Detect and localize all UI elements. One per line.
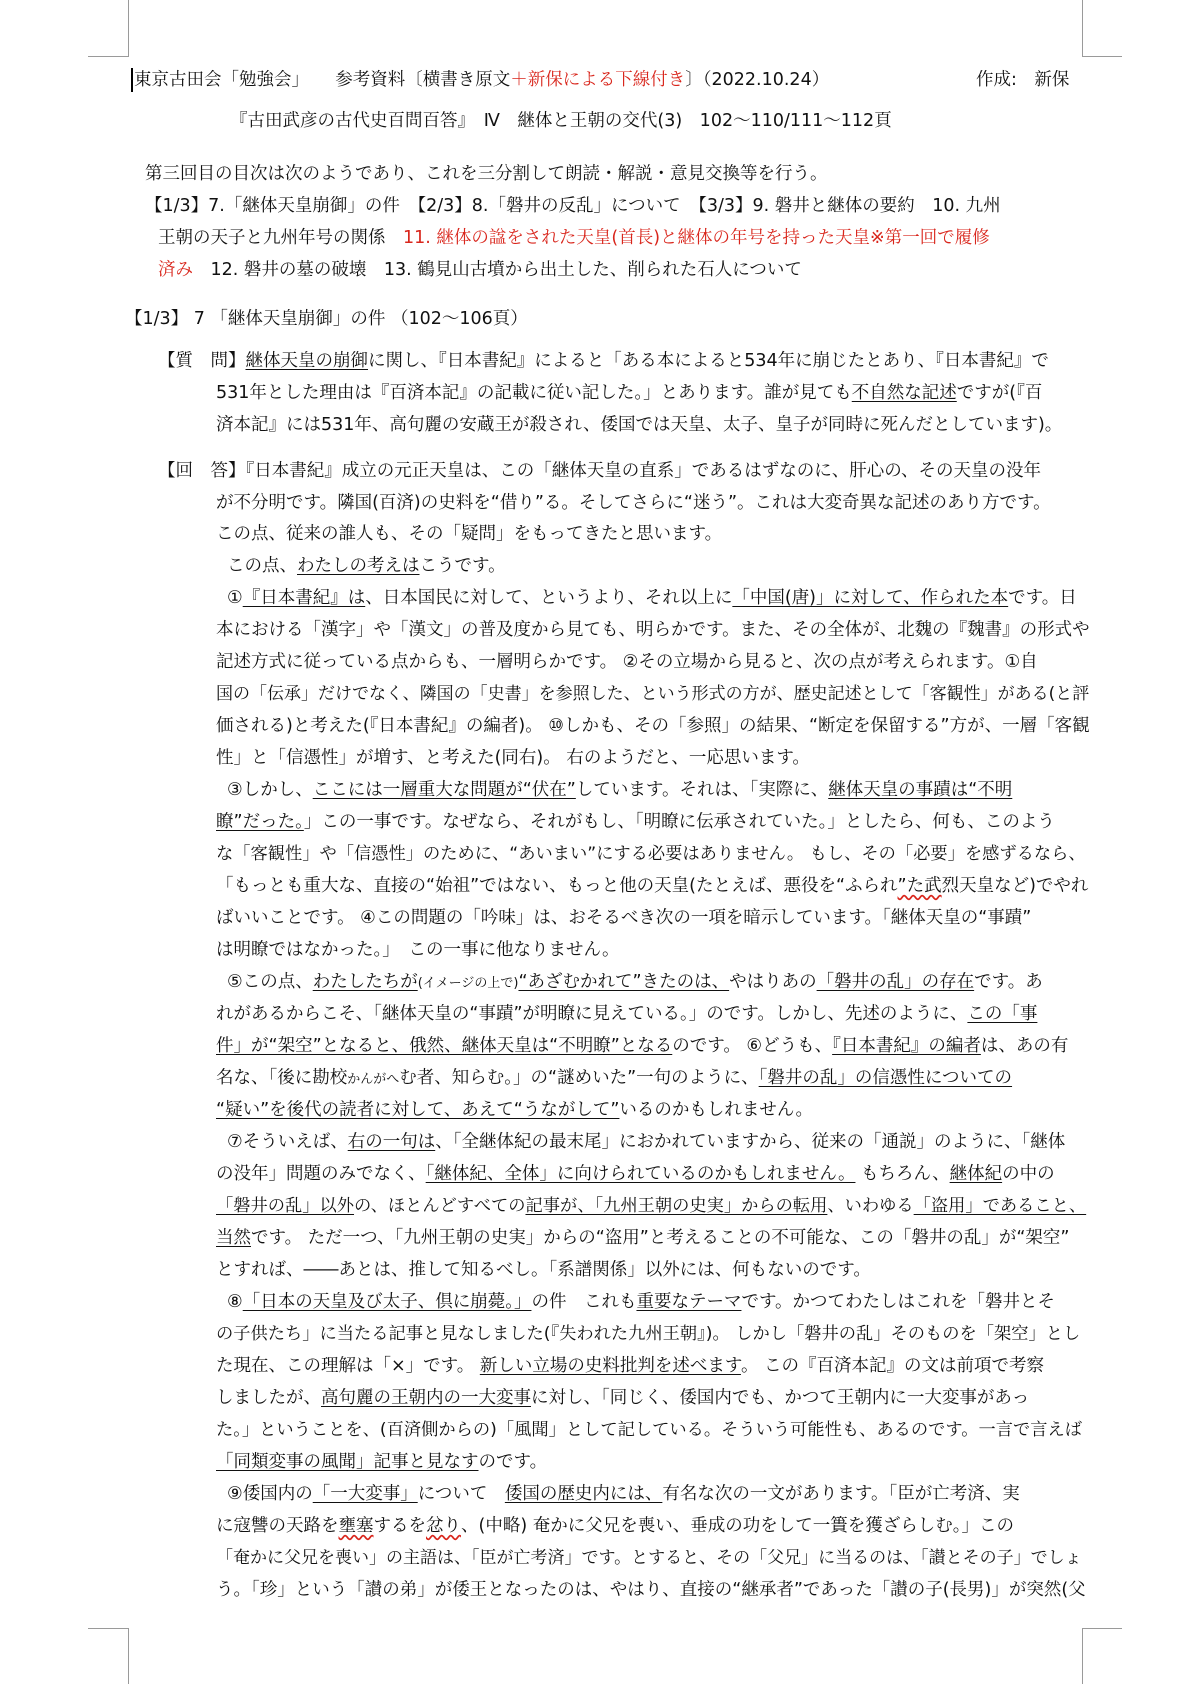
page-title: 『古田武彦の古代史百問百答』 Ⅳ 継体と王朝の交代(3) 102～110/111～112頁 — [230, 111, 892, 131]
answer-p1: ①『日本書紀』は、日本国民に対して、というより、それ以上に「中国(唐)」に対して、作られた本です。日 — [227, 588, 1077, 608]
answer-p4: 国の「伝承」だけでなく、隣国の「史書」を参照した、という形式の方が、歴史記述として「客観性」がある(と評 — [216, 684, 1090, 704]
answer-p17: “疑い”を後代の読者に対して、あえて“うながして”いるのかもしれません。 — [216, 1100, 813, 1120]
answer-p22: とすれば、――あとは、推して知るべし。「系譜関係」以外には、何もないのです。 — [216, 1260, 871, 1280]
answer-p18: ⑦そういえば、右の一句は、「全継体紀の最末尾」におかれていますから、従来の「通説」のように、「継体 — [227, 1132, 1066, 1152]
answer-p15: 件」が“架空”となると、俄然、継体天皇は“不明瞭”となるのです。 ⑥どうも、『日本書紀』の編者は、あの有 — [216, 1036, 1069, 1056]
header-ref-suffix: 〕（2022.10.24） — [685, 70, 830, 90]
answer-p21: 当然です。 ただ一つ、「九州王朝の史実」からの“盗用”と考えることの不可能な、この「磐井の乱」が“架空” — [216, 1228, 1070, 1248]
header-ref-red: ＋新保による下線付き — [510, 70, 686, 90]
question-line-2: 531年とした理由は『百済本記』の記載に従い記した。」とあります。誰が見ても不自然な記述ですが(『百 — [216, 383, 1043, 403]
question-line-1: 【質 問】継体天皇の崩御に関し、『日本書紀』によると「ある本によると534年に崩じたとあり、『日本書紀』で — [158, 351, 1049, 371]
answer-p14: れがあるからこそ、「継体天皇の“事蹟”が明瞭に見えている。」のです。しかし、先述のように、この「事 — [216, 1004, 1038, 1024]
intro-line-3: 王朝の天子と九州年号の関係 11. 継体の諡をされた天皇(首長)と継体の年号を持った天皇※第一回で履修 — [158, 228, 990, 248]
answer-p19: の没年」問題のみでなく、「継体紀、全体」に向けられているのかもしれません。 もちろん、継体紀の中の — [216, 1164, 1055, 1184]
answer-p3: 記述方式に従っている点からも、一層明らかです。 ②その立場から見ると、次の点が考えられます。①自 — [216, 652, 1038, 672]
answer-p5: 価される)と考えた(『日本書紀』の編者)。 ⑩しかも、その「参照」の結果、“断定を保留する”方が、一層「客観 — [216, 716, 1090, 736]
answer-p20: 「磐井の乱」以外の、ほとんどすべての記事が、「九州王朝の史実」からの転用、いわゆる「盗用」であること、 — [216, 1196, 1087, 1216]
answer-line-2: が不分明です。隣国(百済)の史料を“借り”る。そしてさらに“迷う”。これは大変奇異な記述のあり方です。 — [216, 493, 1051, 513]
answer-p16: 名な、「後に勘校かんがへむ者、知らむ。」の“謎めいた”一句のように、「磐井の乱」の信憑性についての — [216, 1068, 1013, 1088]
question-label: 【質 問】 — [158, 351, 246, 371]
answer-p6: 性」と「信憑性」が増す、と考えた(同右)。 右のようだと、一応思います。 — [216, 748, 810, 768]
answer-line-3: この点、従来の誰人も、その「疑問」をもってきたと思います。 — [216, 524, 723, 544]
answer-p27: た。」ということを、(百済側からの)「風聞」として記している。そういう可能性も、あるのです。一言で言えば — [216, 1420, 1082, 1440]
header-line — [134, 65, 829, 95]
answer-p32: う。「珍」という「讃の弟」が倭王となったのは、やはり、直接の“継承者”であった「讃の子(長男)」が突然(父 — [216, 1580, 1086, 1600]
answer-p10: 「もっとも重大な、直接の“始祖”ではない、もっと他の天皇(たとえば、悪役を“ふられ”た武烈天皇など)でやれ — [216, 876, 1089, 896]
answer-p2: 本における「漢字」や「漢文」の普及度から見ても、明らかです。また、その全体が、北魏の『魏書』の形式や — [216, 620, 1090, 640]
answer-p25: た現在、この理解は「×」です。 新しい立場の史料批判を述べます。 この『百済本記』の文は前項で考察 — [216, 1356, 1044, 1376]
header-org: 東京古田会「勉強会」 — [134, 70, 301, 90]
intro-red-item: 11. 継体の諡をされた天皇(首長)と継体の年号を持った天皇※第一回で履修 — [403, 228, 990, 248]
answer-p24: の子供たち」に当たる記事と見なしました(『失われた九州王朝』)。 しかし「磐井の乱」そのものを「架空」とし — [216, 1324, 1081, 1344]
answer-p29: ⑨倭国内の「一大変事」について 倭国の歴史内には、有名な次の一文があります。「臣が亡考済、実 — [227, 1484, 1020, 1504]
answer-p28: 「同類変事の風聞」記事と見なすのです。 — [216, 1452, 548, 1472]
answer-p8: 瞭”だった。」この一事です。なぜなら、それがもし、「明瞭に伝承されていた。」としたら、何も、このよう — [216, 812, 1055, 832]
answer-p9: な「客観性」や「信憑性」のために、“あいまい”にする必要はありません。 もし、その「必要」を感ずるなら、 — [216, 844, 1086, 864]
header-author: 作成: 新保 — [976, 70, 1070, 90]
answer-p13: ⑤この点、わたしたちが(イメージの上で)“あざむかれて”きたのは、やはりあの「磐井の乱」の存在です。あ — [227, 972, 1043, 992]
answer-p7: ③しかし、ここには一層重大な問題が“伏在”しています。それは、「実際に、継体天皇の事蹟は“不明 — [227, 780, 1013, 800]
answer-p11: ばいいことです。 ④この問題の「吟味」は、おそるべき次の一項を暗示しています。「継体天皇の“事蹟” — [216, 908, 1032, 928]
answer-p0: この点、わたしの考えはこうです。 — [227, 556, 506, 576]
header-ref-prefix: 参考資料〔横書き原文 — [335, 70, 511, 90]
answer-p26: しましたが、高句麗の王朝内の一大変事に対し、「同じく、倭国内でも、かつて王朝内に一大変事があっ — [216, 1388, 1030, 1408]
answer-p23: ⑧「日本の天皇及び太子、倶に崩薨。」の件 これも重要なテーマです。かつてわたしはこれを「磐井とそ — [227, 1292, 1056, 1312]
intro-line-4: 済み 12. 磐井の墓の破壊 13. 鶴見山古墳から出土した、削られた石人について — [158, 260, 802, 280]
answer-label: 【回 答】 — [158, 461, 246, 481]
question-line-3: 済本記』には531年、高句麗の安蔵王が殺され、倭国では天皇、太子、皇子が同時に死んだとしています)。 — [216, 415, 1063, 435]
intro-line-1: 第三回目の目次は次のようであり、これを三分割して朗読・解説・意見交換等を行う。 — [145, 164, 828, 184]
answer-p31: 「奄かに父兄を喪い」の主語は、「臣が亡考済」です。とすると、その「父兄」に当るのは、「讃とその子」でしょ — [216, 1548, 1082, 1568]
section-heading: 【1/3】 7 「継体天皇崩御」の件 （102～106頁） — [125, 309, 528, 329]
answer-p12: は明瞭ではなかった。」 この一事に他なりません。 — [216, 940, 620, 960]
answer-line-1: 【回 答】『日本書紀』成立の元正天皇は、この「継体天皇の直系」であるはずなのに、肝心の、その天皇の没年 — [158, 461, 1042, 481]
intro-line-2: 【1/3】7.「継体天皇崩御」の件 【2/3】8.「磐井の反乱」について 【3/3】9. 磐井と継体の要約 10. 九州 — [145, 196, 1001, 216]
answer-p30: に寇讐の天路を壅塞するを忿り、(中略) 奄かに父兄を喪い、垂成の功をして一簣を獲ざらしむ。」この — [216, 1516, 1014, 1536]
